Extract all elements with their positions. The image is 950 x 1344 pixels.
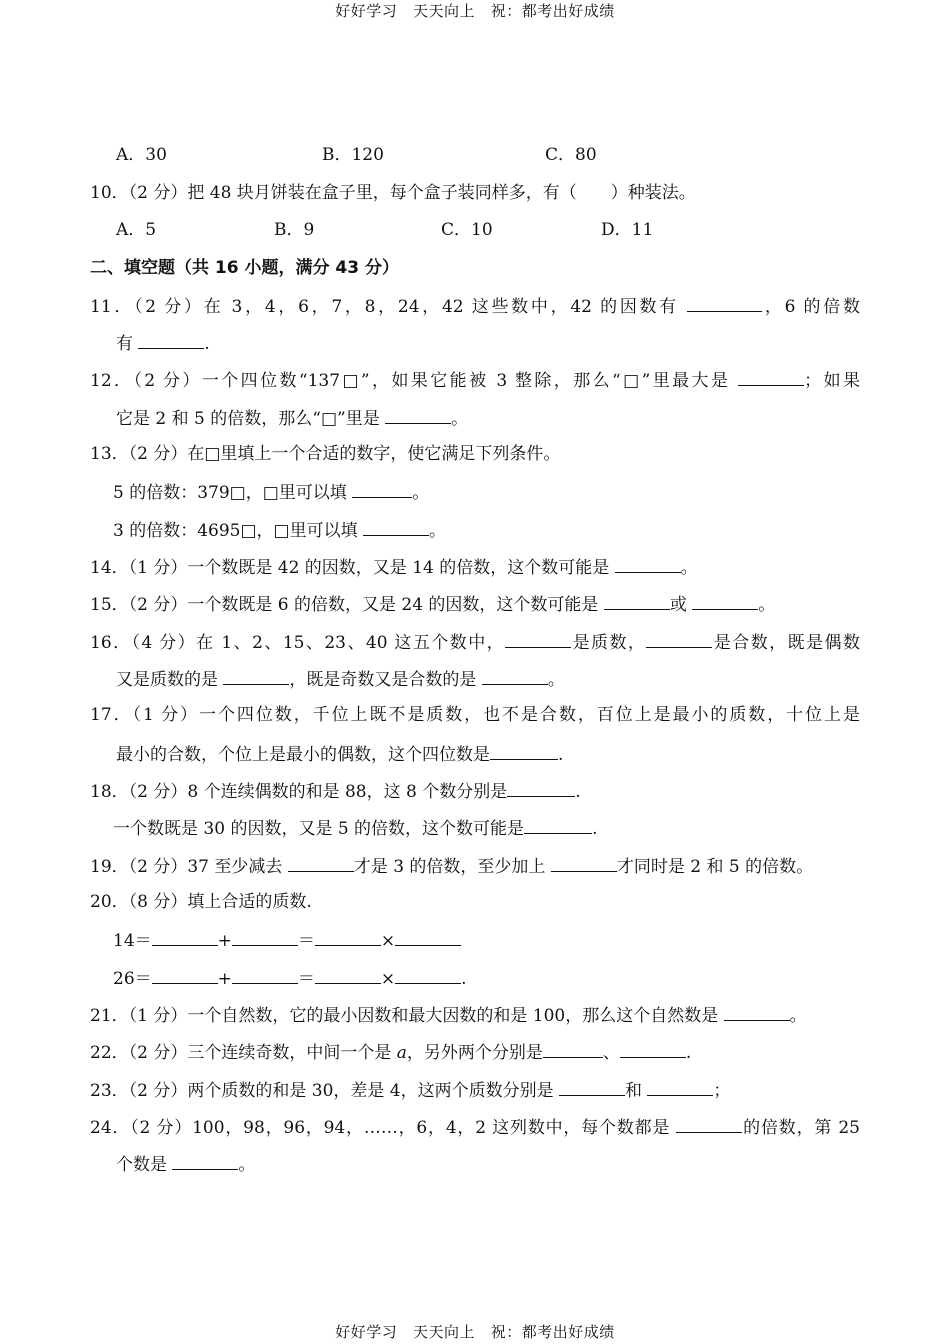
- q19-text: 才是 3 的倍数，至少加上: [353, 857, 551, 877]
- q9-option-b: B．120: [322, 145, 384, 165]
- q18-text: .: [575, 782, 581, 802]
- q16-text: ，既是奇数又是合数的是: [289, 670, 482, 690]
- q16-line2: [116, 666, 860, 690]
- q10-options: [116, 218, 860, 242]
- q18-text: 一个数既是 30 的因数，又是 5 的倍数，这个数可能是: [113, 819, 525, 839]
- q13-text: 3 的倍数：4695□，□里可以填: [113, 521, 364, 541]
- q12-line2: [116, 405, 860, 429]
- q15-text: 或: [669, 595, 693, 615]
- answer-blank[interactable]: [507, 778, 575, 797]
- answer-blank[interactable]: [482, 666, 548, 685]
- answer-blank[interactable]: [676, 1114, 742, 1133]
- q18-line2: [113, 815, 860, 839]
- q12-text: 12．（2 分）一个四位数“137□”，如果它能被 3 整除，那么“□”里最大是: [90, 371, 739, 391]
- equals-sign: ＝: [297, 969, 315, 989]
- q20-text: 14＝: [113, 931, 152, 951]
- q15-text: 15．（2 分）一个数既是 6 的倍数，又是 24 的因数，这个数可能是: [90, 595, 604, 615]
- q20-line1: [113, 927, 860, 951]
- answer-blank[interactable]: [223, 666, 289, 685]
- q24-text: 个数是: [116, 1155, 173, 1175]
- q18-text: 18．（2 分）8 个连续偶数的和是 88，这 8 个数分别是: [90, 782, 508, 802]
- answer-blank[interactable]: [152, 927, 218, 946]
- q10-option-d: D．11: [601, 220, 654, 240]
- answer-blank[interactable]: [615, 554, 681, 573]
- answer-blank[interactable]: [505, 629, 571, 648]
- q12-text: 它是 2 和 5 的倍数，那么“□”里是: [116, 409, 386, 429]
- q9-option-a: A．30: [116, 145, 167, 165]
- answer-blank[interactable]: [363, 517, 429, 536]
- answer-blank[interactable]: [604, 591, 670, 610]
- answer-blank[interactable]: [551, 853, 617, 872]
- answer-blank[interactable]: [172, 1151, 238, 1170]
- answer-blank[interactable]: [524, 815, 592, 834]
- q9-options: [116, 143, 860, 167]
- q23-text: ；: [713, 1081, 731, 1101]
- answer-blank[interactable]: [288, 853, 354, 872]
- q20-stem: 20．（8 分）填上合适的质数.: [90, 892, 312, 912]
- q22-text: ，另外两个分别是: [406, 1043, 543, 1063]
- q11-line1: [90, 293, 860, 317]
- answer-blank[interactable]: [352, 479, 412, 498]
- q20-text: 26＝: [113, 969, 152, 989]
- q17-text: 最小的合数，个位上是最小的偶数，这个四位数是: [116, 745, 490, 765]
- answer-blank[interactable]: [724, 1002, 790, 1021]
- q19-line: [90, 853, 860, 877]
- q23-text: 和: [625, 1081, 648, 1101]
- equals-sign: ＝: [297, 931, 315, 951]
- q17-line2: [116, 741, 860, 765]
- q18-line1: [90, 778, 860, 802]
- page-header: 好好学习 天天向上 祝：都考出好成绩: [335, 2, 615, 20]
- answer-blank[interactable]: [395, 965, 461, 984]
- q21-text: 。: [789, 1006, 807, 1026]
- q13-line1: [113, 479, 860, 503]
- q10-option-c: C．10: [441, 220, 493, 240]
- answer-blank[interactable]: [490, 741, 558, 760]
- times-sign: ×: [380, 969, 396, 989]
- q21-text: 21．（1 分）一个自然数，它的最小因数和最大因数的和是 100，那么这个自然数是: [90, 1006, 724, 1026]
- answer-blank[interactable]: [232, 927, 298, 946]
- q24-text: 。: [238, 1155, 256, 1175]
- answer-blank[interactable]: [315, 927, 381, 946]
- q17-line1: 17．（1 分）一个四位数，千位上既不是质数，也不是合数，百位上是最小的质数，十位上是: [90, 705, 860, 725]
- answer-blank[interactable]: [395, 927, 461, 946]
- q11-text: 有: [116, 334, 139, 354]
- plus-sign: +: [217, 931, 232, 951]
- q13-text: 。: [429, 521, 447, 541]
- q13-line2: [113, 517, 860, 541]
- answer-blank[interactable]: [152, 965, 218, 984]
- answer-blank[interactable]: [687, 293, 762, 312]
- q11-line2: [116, 330, 860, 354]
- q15-line: [90, 591, 860, 615]
- q16-text: 又是质数的是: [116, 670, 224, 690]
- q16-text: 是质数，: [571, 633, 647, 653]
- q24-line2: [116, 1151, 860, 1175]
- q10-option-b: B．9: [274, 220, 315, 240]
- answer-blank[interactable]: [738, 367, 804, 386]
- q20-line2: [113, 965, 860, 989]
- q22-line: [90, 1039, 860, 1063]
- plus-sign: +: [217, 969, 232, 989]
- q14-text: 14．（1 分）一个数既是 42 的因数，又是 14 的倍数，这个数可能是: [90, 558, 615, 578]
- q17-text: .: [558, 745, 564, 765]
- q10-stem: 10．（2 分）把 48 块月饼装在盒子里，每个盒子装同样多，有（ ）种装法。: [90, 183, 696, 203]
- section-title: 二、填空题（共 16 小题，满分 43 分）: [90, 258, 399, 278]
- q21-line: [90, 1002, 860, 1026]
- q24-text: 的倍数，第 25: [742, 1118, 860, 1138]
- q24-text: 24．（2 分）100，98，96，94，……，6，4，2 这列数中，每个数都是: [90, 1118, 677, 1138]
- q16-text: 16．（4 分）在 1、2、15、23、40 这五个数中，: [90, 633, 506, 653]
- q14-line: [90, 554, 860, 578]
- q11-text: .: [204, 334, 210, 354]
- q16-text: 是合数，既是偶数: [712, 633, 860, 653]
- q13-text: 。: [412, 483, 430, 503]
- answer-blank[interactable]: [692, 591, 758, 610]
- q16-line1: [90, 629, 860, 653]
- q12-text: ；如果: [804, 371, 860, 391]
- q14-text: 。: [680, 558, 698, 578]
- q10-option-a: A．5: [116, 220, 157, 240]
- answer-blank[interactable]: [138, 330, 204, 349]
- q11-text: 11．（2 分）在 3，4，6，7，8，24，42 这些数中，42 的因数有: [90, 297, 688, 317]
- q20-text: .: [461, 969, 467, 989]
- answer-blank[interactable]: [620, 1039, 686, 1058]
- answer-blank[interactable]: [543, 1039, 603, 1058]
- q19-text: 才同时是 2 和 5 的倍数。: [616, 857, 814, 877]
- q16-text: 。: [547, 670, 565, 690]
- answer-blank[interactable]: [232, 965, 298, 984]
- q11-text: ，6 的倍数: [762, 297, 860, 317]
- answer-blank[interactable]: [647, 1077, 713, 1096]
- q23-line: [90, 1077, 860, 1101]
- q23-text: 23．（2 分）两个质数的和是 30，差是 4，这两个质数分别是: [90, 1081, 560, 1101]
- q24-line1: [90, 1114, 860, 1138]
- answer-blank[interactable]: [559, 1077, 625, 1096]
- q13-text: 5 的倍数：379□，□里可以填: [113, 483, 353, 503]
- q12-line1: [90, 367, 860, 391]
- variable-a: a: [396, 1043, 407, 1063]
- q22-text: 22．（2 分）三个连续奇数，中间一个是: [90, 1043, 397, 1063]
- q15-text: 。: [758, 595, 776, 615]
- q9-option-c: C．80: [545, 145, 597, 165]
- page-footer: 好好学习 天天向上 祝：都考出好成绩: [335, 1323, 615, 1341]
- answer-blank[interactable]: [315, 965, 381, 984]
- answer-blank[interactable]: [385, 405, 451, 424]
- q12-text: 。: [451, 409, 469, 429]
- q13-stem: 13．（2 分）在□里填上一个合适的数字，使它满足下列条件。: [90, 444, 561, 464]
- q22-text: 、: [602, 1043, 620, 1063]
- times-sign: ×: [380, 931, 396, 951]
- q18-text: .: [592, 819, 598, 839]
- q19-text: 19．（2 分）37 至少减去: [90, 857, 288, 877]
- answer-blank[interactable]: [646, 629, 712, 648]
- q22-text: .: [685, 1043, 692, 1063]
